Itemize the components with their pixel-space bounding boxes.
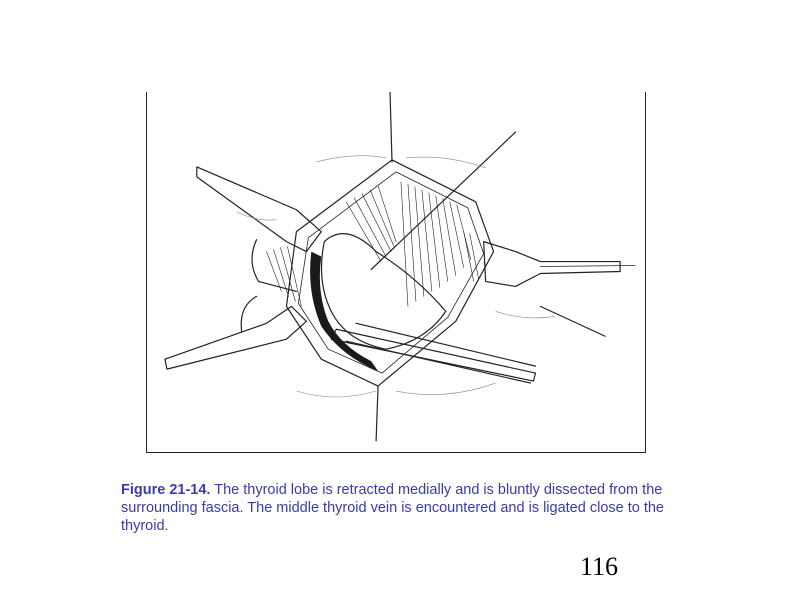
figure-caption-text: The thyroid lobe is retracted medially and is bluntly dissected from the surrounding fascia. The middle thyroid vein is encountered and is ligated close to the thyroid. [121,482,664,534]
page-number: 116 [580,552,619,581]
surgical-illustration [146,92,646,453]
surgical-illustration-icon [147,92,645,452]
figure-caption [121,481,691,535]
figure-label: Figure 21-14. [121,482,211,498]
